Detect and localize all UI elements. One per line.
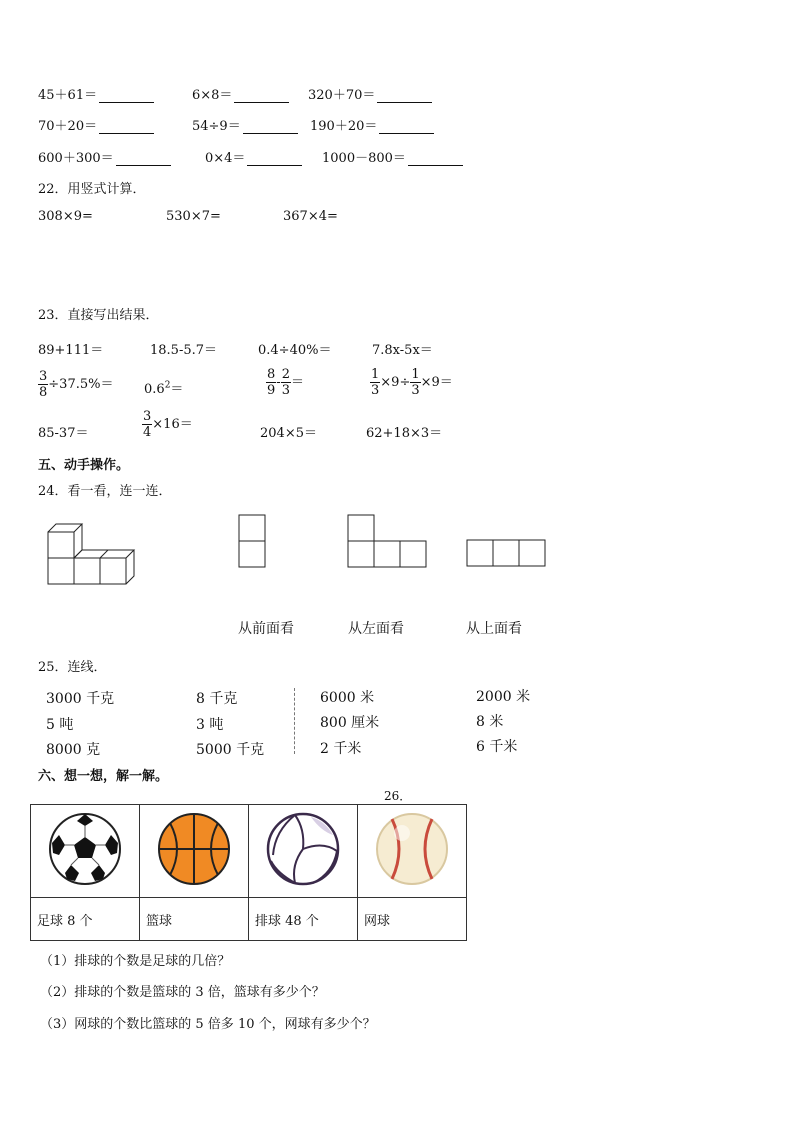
match-item[interactable]: 8000 克 (46, 742, 101, 758)
view-label-top[interactable]: 从上面看 (466, 621, 522, 637)
match-item[interactable]: 800 厘米 (320, 715, 380, 731)
left-view-figure[interactable] (347, 514, 429, 570)
fraction: $\frac{1}{3}$ (411, 367, 420, 398)
calc-item: 1000－800＝ (322, 147, 463, 166)
section-6-heading: 六、想一想，解一解。 (38, 769, 169, 784)
calc-item: 320＋70＝ (308, 84, 432, 103)
calc-item: $\frac{3}{8}$ ÷37.5%＝ (39, 369, 114, 400)
calc-item: 18.5-5.7＝ (150, 343, 218, 358)
answer-blank[interactable] (377, 88, 432, 103)
calc-item: 89+111＝ (38, 343, 104, 358)
baseball-icon (374, 811, 450, 887)
soccer-ball-icon (47, 811, 123, 887)
answer-blank[interactable] (99, 88, 154, 103)
answer-blank[interactable] (247, 151, 302, 166)
question-26-1: （1）排球的个数是足球的几倍？ (40, 954, 231, 969)
calc-item: $0.6^2=$ (144, 380, 184, 397)
ball-cell (358, 805, 467, 898)
answer-blank[interactable] (408, 151, 463, 166)
calc-item: 190＋20＝ (310, 115, 434, 134)
ball-cell (249, 805, 358, 898)
answer-blank[interactable] (99, 119, 154, 134)
question-23-title: 23．直接写出结果． (38, 308, 159, 323)
ball-table (30, 804, 467, 941)
question-24-title: 24．看一看，连一连． (38, 484, 172, 499)
match-item[interactable]: 6 千米 (476, 739, 518, 755)
view-label-left[interactable]: 从左面看 (348, 621, 404, 637)
calc-item: 85-37＝ (38, 426, 89, 441)
calc-item: 6×8＝ (192, 84, 289, 103)
volleyball-icon (265, 811, 341, 887)
calc-item: 70＋20＝ (38, 115, 154, 134)
calc-item: 45＋61＝ (38, 84, 154, 103)
calc-item: 7.8x-5x＝ (372, 343, 433, 358)
fraction: $\frac{3}{4}$ (143, 409, 152, 440)
match-item[interactable]: 3 吨 (196, 717, 224, 733)
match-item[interactable]: 5 吨 (46, 717, 74, 733)
front-view-figure[interactable] (238, 514, 268, 570)
ball-label: 网球 (358, 898, 467, 941)
top-view-figure[interactable] (466, 539, 548, 569)
ball-label: 排球 48 个 (249, 898, 358, 941)
answer-blank[interactable] (379, 119, 434, 134)
question-25-title: 25．连线． (38, 660, 107, 675)
ball-label: 篮球 (140, 898, 249, 941)
calc-item: 0.4÷40%＝ (258, 343, 332, 358)
calc-item: 54÷9＝ (192, 115, 298, 134)
fraction: $\frac{8}{9}$ (267, 367, 276, 398)
match-item[interactable]: 5000 千克 (196, 742, 265, 758)
vertical-calc-item: 308×9= (38, 209, 93, 224)
question-26-2: （2）排球的个数是篮球的 3 倍，篮球有多少个？ (40, 985, 325, 1000)
dashed-divider (294, 688, 295, 754)
basketball-icon (156, 811, 232, 887)
question-22-title: 22．用竖式计算． (38, 182, 146, 197)
fraction: $\frac{1}{3}$ (371, 367, 380, 398)
calc-item: $\frac{1}{3}$ ×9÷ $\frac{1}{3}$ ×9＝ (371, 367, 453, 398)
fraction: $\frac{2}{3}$ (281, 367, 290, 398)
ball-cell (31, 805, 140, 898)
calc-item: 0×4＝ (205, 147, 302, 166)
match-item[interactable]: 2000 米 (476, 689, 531, 705)
ball-label: 足球 8 个 (31, 898, 140, 941)
match-item[interactable]: 8 千克 (196, 691, 238, 707)
question-26-3: （3）网球的个数比篮球的 5 倍多 10 个，网球有多少个？ (40, 1017, 376, 1032)
match-item[interactable]: 8 米 (476, 714, 504, 730)
vertical-calc-item: 367×4= (283, 209, 338, 224)
calc-item: 600＋300＝ (38, 147, 171, 166)
calc-item: 62+18×3＝ (366, 426, 443, 441)
section-5-heading: 五、动手操作。 (38, 458, 130, 473)
calc-item: $\frac{8}{9}$ - $\frac{2}{3}$ ＝ (267, 367, 304, 398)
view-label-front[interactable]: 从前面看 (238, 621, 294, 637)
ball-cell (140, 805, 249, 898)
calc-item: $\frac{3}{4}$ ×16＝ (143, 409, 193, 440)
match-item[interactable]: 6000 米 (320, 690, 375, 706)
fraction: $\frac{3}{8}$ (39, 369, 48, 400)
answer-blank[interactable] (234, 88, 289, 103)
match-item[interactable]: 3000 千克 (46, 691, 115, 707)
vertical-calc-item: 530×7= (166, 209, 221, 224)
match-item[interactable]: 2 千米 (320, 741, 362, 757)
answer-blank[interactable] (243, 119, 298, 134)
cube-stack-figure (44, 520, 140, 588)
question-26-number: 26． (384, 789, 412, 803)
answer-blank[interactable] (116, 151, 171, 166)
calc-item: 204×5＝ (260, 426, 317, 441)
